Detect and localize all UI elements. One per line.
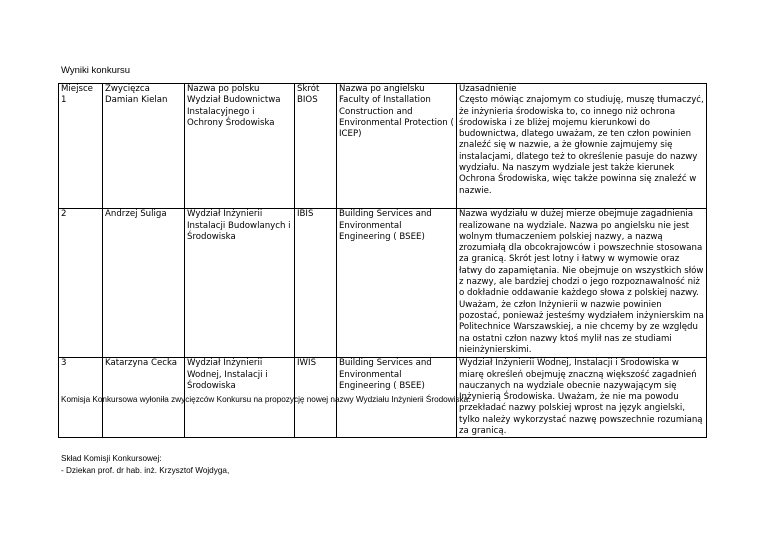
header-abbr: Skrót	[295, 84, 337, 96]
committee-member: - Dziekan prof. dr hab. inż. Krzysztof Wojdyga,	[61, 466, 230, 475]
results-table	[58, 83, 707, 438]
header-name-en: Nazwa po angielsku	[337, 84, 457, 96]
cell-justification: Często mówiąc znajomym co studiuję, muszę tłumaczyć, że inżynieria środowiska to, co innego niż ochrona środowiska i ze bliżej mojemu kierunkowi do budownictwa, dlatego uważam, ze ten człon powinien znaleźć się w nazwie, a że głownie zajmujemy się instalacjami, dlatego też to określenie pasuje do nazwy wydziału. Na naszym wydziale jest także kierunek Ochrona Środowiska, więc także powinna się znaleźć w nazwie.	[457, 95, 707, 209]
cell-place: 2	[59, 209, 103, 358]
header-justification: Uzasadnienie	[457, 84, 707, 96]
table-header-row	[59, 84, 707, 96]
cell-justification: Wydział Inżynierii Wodnej, Instalacji i Środowiska w miarę określeń obejmuję znaczną większość zagadnień nauczanych na wydziale obecnie nazywającym się Inżynierią Środowiska. Uważam, że nie ma powodu przekładać nazwy polskiej wprost na język angielski, tylko należy wykorzystać nazwę powszechnie rozumianą za granicą.	[457, 358, 707, 438]
page-heading: Wyniki konkursu	[61, 65, 131, 76]
cell-name-en: Faculty of Installation Construction and Environmental Protection ( ICEP)	[337, 95, 457, 209]
cell-place: 3	[59, 358, 103, 438]
header-place: Miejsce	[59, 84, 103, 96]
footer-note: Komisja Konkursowa wyłoniła zwycięzców Konkursu na propozycję nowej nazwy Wydziału Inżynierii Środowiska.	[61, 395, 471, 404]
cell-winner: Andrzej Suliga	[103, 209, 185, 358]
cell-name-pl: Wydział Budownictwa Instalacyjnego i Ochrony Środowiska	[185, 95, 295, 209]
header-name-pl: Nazwa po polsku	[185, 84, 295, 96]
cell-name-en: Building Services and Environmental Engineering ( BSEE)	[337, 209, 457, 358]
table-row	[59, 95, 707, 209]
header-winner: Zwycięzca	[103, 84, 185, 96]
cell-abbr: BIOŚ	[295, 95, 337, 209]
table-row	[59, 209, 707, 358]
cell-place: 1	[59, 95, 103, 209]
cell-abbr: IBIŚ	[295, 209, 337, 358]
cell-name-pl: Wydział Inżynierii Wodnej, Instalacji i Środowiska	[185, 358, 295, 438]
cell-winner: Katarzyna Cecka	[103, 358, 185, 438]
cell-winner: Damian Kielan	[103, 95, 185, 209]
cell-justification: Nazwa wydziału w dużej mierze obejmuje zagadnienia realizowane na wydziale. Nazwa po angielsku nie jest wolnym tłumaczeniem polskiej nazwy, a nazwą zrozumiałą dla obcokrajowców i powszechnie stosowana za granicą. Skrót jest lotny i łatwy w wymowie oraz łatwy do zapamiętania. Nie obejmuje on wszystkich słów z nazwy, ale bardziej chodzi o jego rozpoznawalność niż o dokładnie oddawanie każdego słowa z polskiej nazwy. Uważam, że człon Inżynierii w nazwie powinien pozostać, ponieważ jesteśmy wydziałem inżynierskim na Politechnice Warszawskiej, a nie chcemy by ze względu na ostatni człon nazwy ktoś mylił nas ze studiami nieinżynierskimi.	[457, 209, 707, 358]
cell-name-en: Building Services and Environmental Engineering ( BSEE)	[337, 358, 457, 438]
cell-name-pl: Wydział Inżynierii Instalacji Budowlanych i Środowiska	[185, 209, 295, 358]
committee-title: Skład Komisji Konkursowej:	[61, 454, 162, 463]
cell-abbr: IWIŚ	[295, 358, 337, 438]
